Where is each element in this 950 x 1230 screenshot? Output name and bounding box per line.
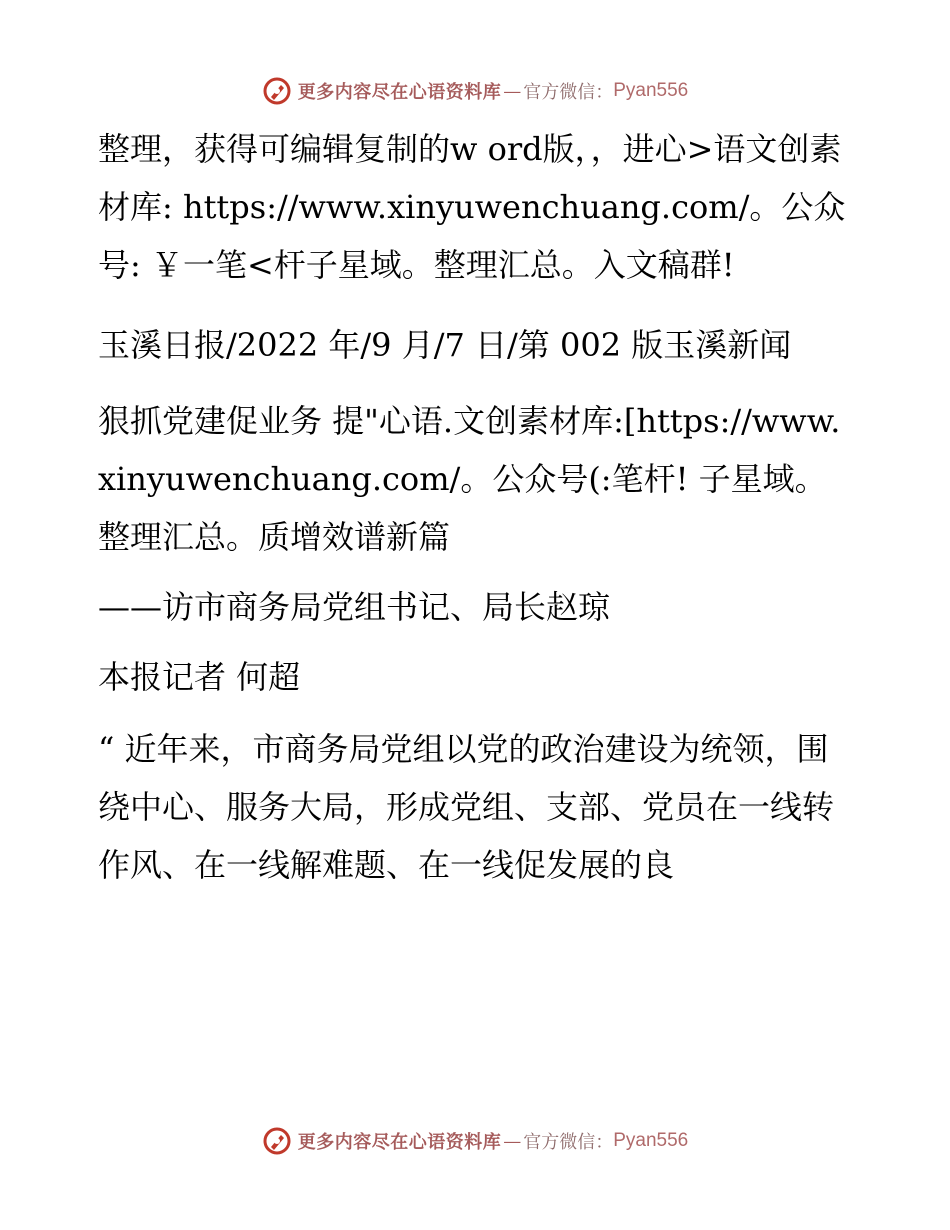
header-banner [0,71,950,111]
banner-wechat-id: Pyan556 [613,80,689,101]
pen-nib-logo-icon [262,1126,292,1156]
paragraph-byline: 本报记者 何超 [98,658,301,696]
banner-main-text: 更多内容尽在心语资料库 [297,82,502,103]
banner-wechat-label: 官方微信： [523,82,614,103]
article-body [98,120,858,894]
banner-main-text: 更多内容尽在心语资料库 [297,1132,502,1153]
banner-separator: — [503,80,522,102]
banner-wechat-label: 官方微信： [523,1132,614,1153]
paragraph-intro-note: 整理，获得可编辑复制的w ord版，，进心>语文创素材库: https://www.xinyuwenchuang.com/。公众号: ￥一笔<杆子星域。整理汇总。入文稿群! [98,130,846,284]
paragraph-source-line: 玉溪日报/2022 年/9 月/7 日/第 002 版玉溪新闻 [98,326,792,364]
banner-separator: — [503,1130,522,1152]
paragraph-subtitle: ——访市商务局党组书记、局长赵琼 [98,588,611,626]
paragraph-headline: 狠抓党建促业务 提"心语.文创素材库:[https://www.xinyuwenchuang.com/。公众号(:笔杆! 子星域。整理汇总。质增效谱新篇 [98,402,841,556]
banner-wechat-id: Pyan556 [613,1130,689,1151]
pen-nib-logo-icon [262,76,292,106]
paragraph-body-start: “ 近年来，市商务局党组以党的政治建设为统领，围绕中心、服务大局，形成党组、支部、党员在一线转作风、在一线解难题、在一线促发展的良 [98,730,835,884]
footer-banner [0,1121,950,1161]
